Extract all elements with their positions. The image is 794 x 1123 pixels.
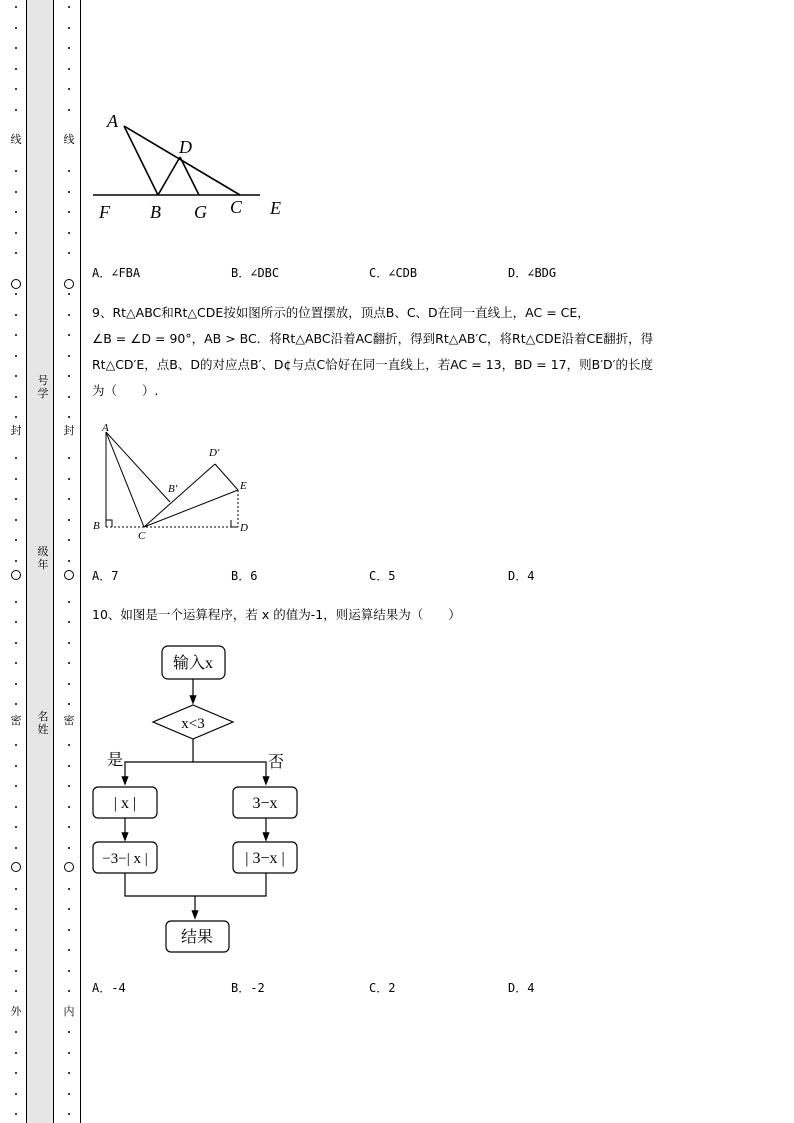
q9-line-ce — [144, 490, 238, 527]
q10-options — [92, 979, 692, 995]
binding-dot — [68, 929, 70, 931]
binding-dot — [68, 519, 70, 521]
ring-mark — [11, 570, 21, 580]
field-student-number: 号学 — [37, 374, 49, 400]
binding-dot — [15, 1093, 17, 1095]
binding-dot — [68, 109, 70, 111]
binding-dot — [15, 703, 17, 705]
q9-line-2: ∠B = ∠D = 90°，AB > BC．将Rt△ABC沿着AC翻折，得到Rt△AB′C，将Rt△CDE沿着CE翻折，得 — [92, 331, 654, 346]
binding-dot — [68, 949, 70, 951]
binding-dot — [68, 662, 70, 664]
outer-label-xian: 线 — [10, 133, 22, 146]
binding-dot — [15, 334, 17, 336]
q9-option-a[interactable]: A．7 — [92, 569, 119, 583]
binding-dot — [15, 826, 17, 828]
q9-stem — [92, 300, 752, 404]
q10-option-b[interactable]: B．-2 — [231, 981, 265, 995]
q9-label-b-prime: B′ — [168, 483, 178, 495]
binding-dot — [15, 88, 17, 90]
binding-dot — [15, 765, 17, 767]
flow-result-text: 结果 — [180, 929, 214, 946]
binding-dot — [68, 1113, 70, 1115]
flow-no-label: 否 — [267, 754, 285, 771]
binding-dot — [68, 211, 70, 213]
binding-dot — [68, 560, 70, 562]
q10-option-a[interactable]: A．-4 — [92, 981, 126, 995]
q8-option-a[interactable]: A．∠FBA — [92, 266, 141, 280]
binding-dot — [68, 908, 70, 910]
binding-dot — [68, 232, 70, 234]
q8-label-e: E — [270, 198, 281, 218]
q9-option-b[interactable]: B．6 — [231, 569, 258, 583]
binding-dot — [15, 662, 17, 664]
binding-dot — [15, 109, 17, 111]
binding-dot — [15, 806, 17, 808]
binding-dot — [15, 744, 17, 746]
q8-option-b[interactable]: B．∠DBC — [231, 266, 280, 280]
outer-label-wai: 外 — [10, 1005, 22, 1018]
binding-dot — [68, 375, 70, 377]
q8-options — [92, 264, 692, 280]
binding-dot — [15, 1072, 17, 1074]
flow-right-1-text: 3−x — [252, 795, 278, 812]
q8-line-dg — [180, 157, 199, 195]
binding-dot — [68, 601, 70, 603]
binding-dot — [68, 68, 70, 70]
q9-line-ac — [106, 432, 144, 527]
binding-dot — [15, 560, 17, 562]
q9-label-e: E — [240, 480, 247, 492]
binding-dot — [68, 847, 70, 849]
binding-dot — [15, 191, 17, 193]
binding-dot — [68, 355, 70, 357]
binding-dot — [15, 478, 17, 480]
binding-dot — [68, 416, 70, 418]
binding-dot — [68, 47, 70, 49]
outer-label-mi: 密 — [10, 714, 22, 727]
binding-dot — [15, 396, 17, 398]
q8-label-d: D — [179, 137, 192, 157]
binding-dot — [15, 498, 17, 500]
binding-dot — [68, 396, 70, 398]
binding-dot — [68, 765, 70, 767]
binding-dot — [15, 375, 17, 377]
binding-dot — [68, 683, 70, 685]
binding-dot — [68, 1031, 70, 1033]
binding-dot — [68, 27, 70, 29]
binding-dot — [68, 539, 70, 541]
binding-dot — [15, 170, 17, 172]
binding-dot — [68, 642, 70, 644]
flow-left-1-text: | x | — [113, 795, 137, 812]
binding-dot — [68, 457, 70, 459]
q9-label-d-prime: D′ — [209, 447, 220, 459]
q8-line-bd — [158, 157, 180, 195]
flow-merge — [125, 873, 266, 896]
q8-label-f: F — [99, 202, 110, 222]
q9-option-d[interactable]: D．4 — [508, 569, 535, 583]
binding-dot — [15, 457, 17, 459]
flow-branch-yes — [125, 739, 193, 781]
binding-dot — [15, 252, 17, 254]
binding-dot — [68, 478, 70, 480]
binding-rule — [80, 0, 81, 1123]
binding-dot — [68, 785, 70, 787]
q8-label-b: B — [150, 202, 161, 222]
q10-line-1: 10、如图是一个运算程序，若 x 的值为-1，则运算结果为（ ） — [92, 607, 461, 622]
binding-dot — [15, 355, 17, 357]
q9-right-angle-d — [231, 520, 238, 527]
binding-dot — [68, 744, 70, 746]
binding-dot — [15, 785, 17, 787]
binding-dot — [68, 314, 70, 316]
ring-mark — [64, 570, 74, 580]
binding-dot — [15, 642, 17, 644]
binding-dot — [15, 68, 17, 70]
binding-dot — [68, 806, 70, 808]
ring-mark — [11, 279, 21, 289]
inner-label-nei: 内 — [63, 1005, 75, 1018]
q9-line-3: Rt△CD′E，点B、D的对应点B′、D¢与点C恰好在同一直线上，若AC = 13，BD = 17，则B′D′的长度 — [92, 357, 653, 372]
q8-label-c: C — [230, 197, 243, 217]
binding-dot — [68, 334, 70, 336]
binding-dot — [15, 908, 17, 910]
binding-dot — [15, 1031, 17, 1033]
binding-dot — [15, 621, 17, 623]
binding-dot — [15, 232, 17, 234]
binding-dot — [68, 1093, 70, 1095]
binding-dot — [68, 621, 70, 623]
q9-label-c: C — [138, 530, 146, 542]
inner-label-mi: 密 — [63, 714, 75, 727]
binding-dot — [68, 252, 70, 254]
binding-dot — [68, 703, 70, 705]
q9-label-d: D — [240, 522, 248, 534]
binding-dot — [15, 1113, 17, 1115]
q8-figure — [88, 108, 298, 226]
q9-right-angle-b — [106, 520, 112, 527]
q8-label-a: A — [107, 111, 118, 131]
q10-flowchart — [88, 640, 308, 958]
binding-dot — [68, 826, 70, 828]
binding-margin — [0, 0, 82, 1123]
binding-dot — [68, 1072, 70, 1074]
flow-right-2-text: | 3−x | — [245, 850, 285, 867]
inner-label-feng: 封 — [63, 424, 75, 437]
binding-dot — [15, 27, 17, 29]
binding-dot — [15, 47, 17, 49]
binding-dot — [15, 683, 17, 685]
binding-dot — [68, 990, 70, 992]
inner-label-xian: 线 — [63, 133, 75, 146]
q9-line-cd-prime — [144, 464, 215, 527]
outer-label-feng: 封 — [10, 424, 22, 437]
binding-dot — [68, 293, 70, 295]
binding-dot — [68, 888, 70, 890]
q9-label-b: B — [93, 520, 100, 532]
q8-option-d[interactable]: D．∠BDG — [508, 266, 557, 280]
flow-condition-text: x<3 — [181, 716, 205, 732]
binding-dot — [68, 970, 70, 972]
binding-dot — [15, 314, 17, 316]
flow-branch-no — [193, 762, 266, 781]
binding-dot — [15, 6, 17, 8]
binding-dot — [15, 293, 17, 295]
q8-label-g: G — [194, 202, 207, 222]
field-name: 名姓 — [37, 710, 49, 736]
binding-dot — [15, 888, 17, 890]
binding-dot — [15, 970, 17, 972]
q10-stem — [92, 602, 752, 628]
flow-yes-label: 是 — [106, 752, 124, 769]
flow-input-text: 输入x — [172, 655, 214, 672]
binding-dot — [15, 1052, 17, 1054]
q9-line-d-prime-e — [215, 464, 238, 490]
binding-dot — [68, 191, 70, 193]
binding-dot — [68, 1052, 70, 1054]
q10-option-c[interactable]: C．2 — [369, 981, 396, 995]
binding-dot — [15, 847, 17, 849]
field-grade: 级年 — [37, 545, 49, 571]
q8-option-c[interactable]: C．∠CDB — [369, 266, 418, 280]
binding-dot — [15, 416, 17, 418]
binding-dot — [15, 949, 17, 951]
binding-dot — [15, 601, 17, 603]
flow-left-2-text: −3−| x | — [102, 851, 148, 867]
q9-line-ab-prime — [106, 432, 170, 502]
q10-option-d[interactable]: D．4 — [508, 981, 535, 995]
ring-mark — [64, 862, 74, 872]
binding-dot — [15, 539, 17, 541]
q9-option-c[interactable]: C．5 — [369, 569, 396, 583]
binding-dot — [68, 170, 70, 172]
binding-dot — [15, 929, 17, 931]
q9-line-1: 9、Rt△ABC和Rt△CDE按如图所示的位置摆放，顶点B、C、D在同一直线上，AC = CE， — [92, 305, 590, 320]
binding-dot — [15, 519, 17, 521]
binding-dot — [15, 990, 17, 992]
q9-figure — [88, 418, 258, 546]
ring-mark — [64, 279, 74, 289]
q9-options — [92, 567, 692, 583]
ring-mark — [11, 862, 21, 872]
binding-dot — [68, 88, 70, 90]
binding-dot — [15, 211, 17, 213]
binding-dot — [68, 498, 70, 500]
q9-line-4: 为（ ）. — [92, 383, 159, 398]
binding-dot — [68, 6, 70, 8]
q9-label-a: A — [102, 422, 109, 434]
